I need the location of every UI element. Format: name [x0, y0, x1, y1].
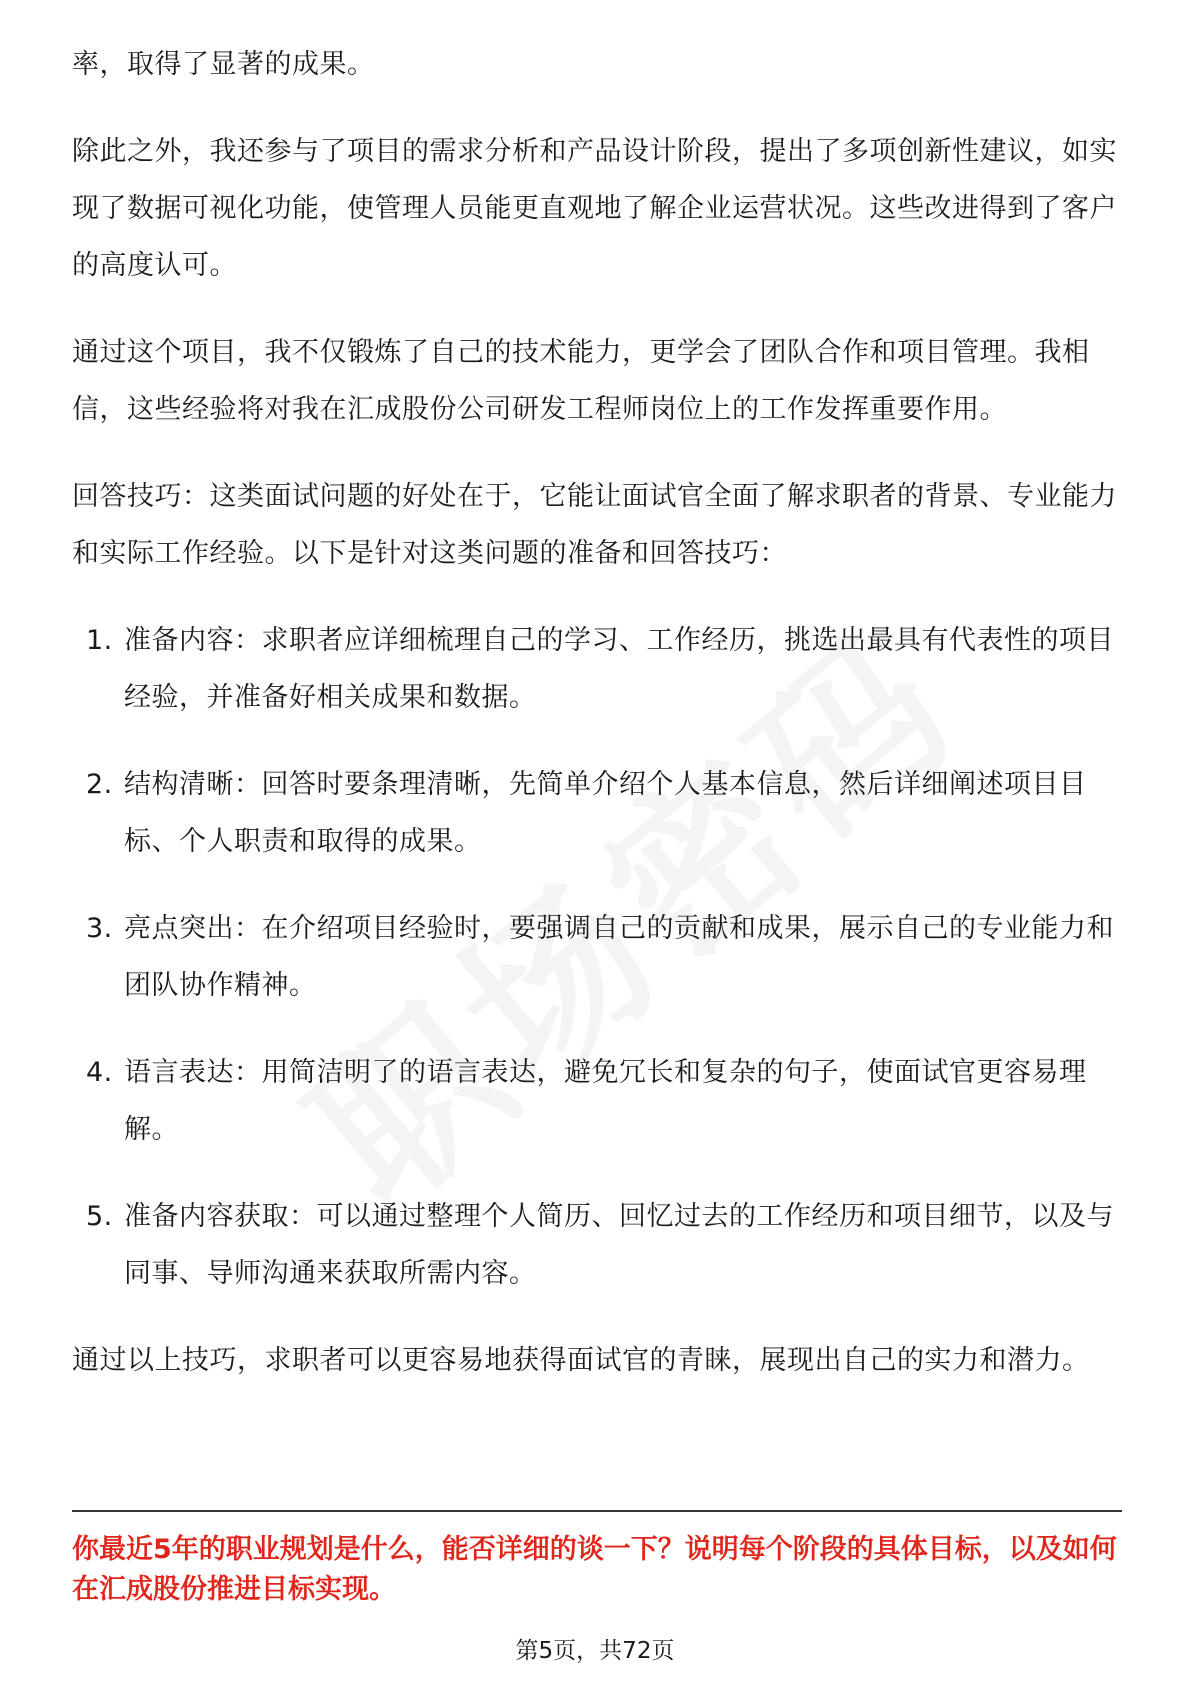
list-item-number: 1.: [86, 625, 113, 656]
page-number: 第5页，共72页: [515, 1638, 675, 1664]
document-body: [72, 36, 1118, 1419]
list-item-number: 3.: [86, 913, 113, 944]
list-item: [72, 1188, 1118, 1302]
list-item-number: 2.: [86, 769, 113, 800]
list-item: [72, 756, 1118, 870]
list-item: [72, 900, 1118, 1014]
list-item-text: 语言表达：用简洁明了的语言表达，避免冗长和复杂的句子，使面试官更容易理解。: [124, 1057, 1087, 1145]
section-divider: [72, 1510, 1122, 1512]
paragraph-conclusion: 通过以上技巧，求职者可以更容易地获得面试官的青睐，展现出自己的实力和潜力。: [72, 1345, 1090, 1376]
list-item-text: 亮点突出：在介绍项目经验时，要强调自己的贡献和成果，展示自己的专业能力和团队协作精神。: [124, 913, 1114, 1001]
tips-list: [72, 612, 1118, 1302]
paragraph-continuation: 率，取得了显著的成果。: [72, 49, 375, 80]
next-question-heading: 你最近5年的职业规划是什么，能否详细的谈一下？说明每个阶段的具体目标，以及如何在汇成股份推进目标实现。: [72, 1534, 1117, 1605]
paragraph-additional-contributions: 除此之外，我还参与了项目的需求分析和产品设计阶段，提出了多项创新性建议，如实现了数据可视化功能，使管理人员能更直观地了解企业运营状况。这些改进得到了客户的高度认可。: [72, 136, 1117, 281]
paragraph-answer-tips-intro: 回答技巧：这类面试问题的好处在于，它能让面试官全面了解求职者的背景、专业能力和实际工作经验。以下是针对这类问题的准备和回答技巧：: [72, 481, 1117, 569]
list-item: [72, 612, 1118, 726]
list-item-number: 4.: [86, 1057, 113, 1088]
list-item-text: 结构清晰：回答时要条理清晰，先简单介绍个人基本信息，然后详细阐述项目目标、个人职责和取得的成果。: [124, 769, 1087, 857]
list-item-text: 准备内容：求职者应详细梳理自己的学习、工作经历，挑选出最具有代表性的项目经验，并准备好相关成果和数据。: [124, 625, 1114, 713]
list-item-text: 准备内容获取：可以通过整理个人简历、回忆过去的工作经历和项目细节，以及与同事、导师沟通来获取所需内容。: [124, 1201, 1114, 1289]
paragraph-project-summary: 通过这个项目，我不仅锻炼了自己的技术能力，更学会了团队合作和项目管理。我相信，这些经验将对我在汇成股份公司研发工程师岗位上的工作发挥重要作用。: [72, 337, 1090, 425]
list-item: [72, 1044, 1118, 1158]
list-item-number: 5.: [86, 1201, 113, 1232]
